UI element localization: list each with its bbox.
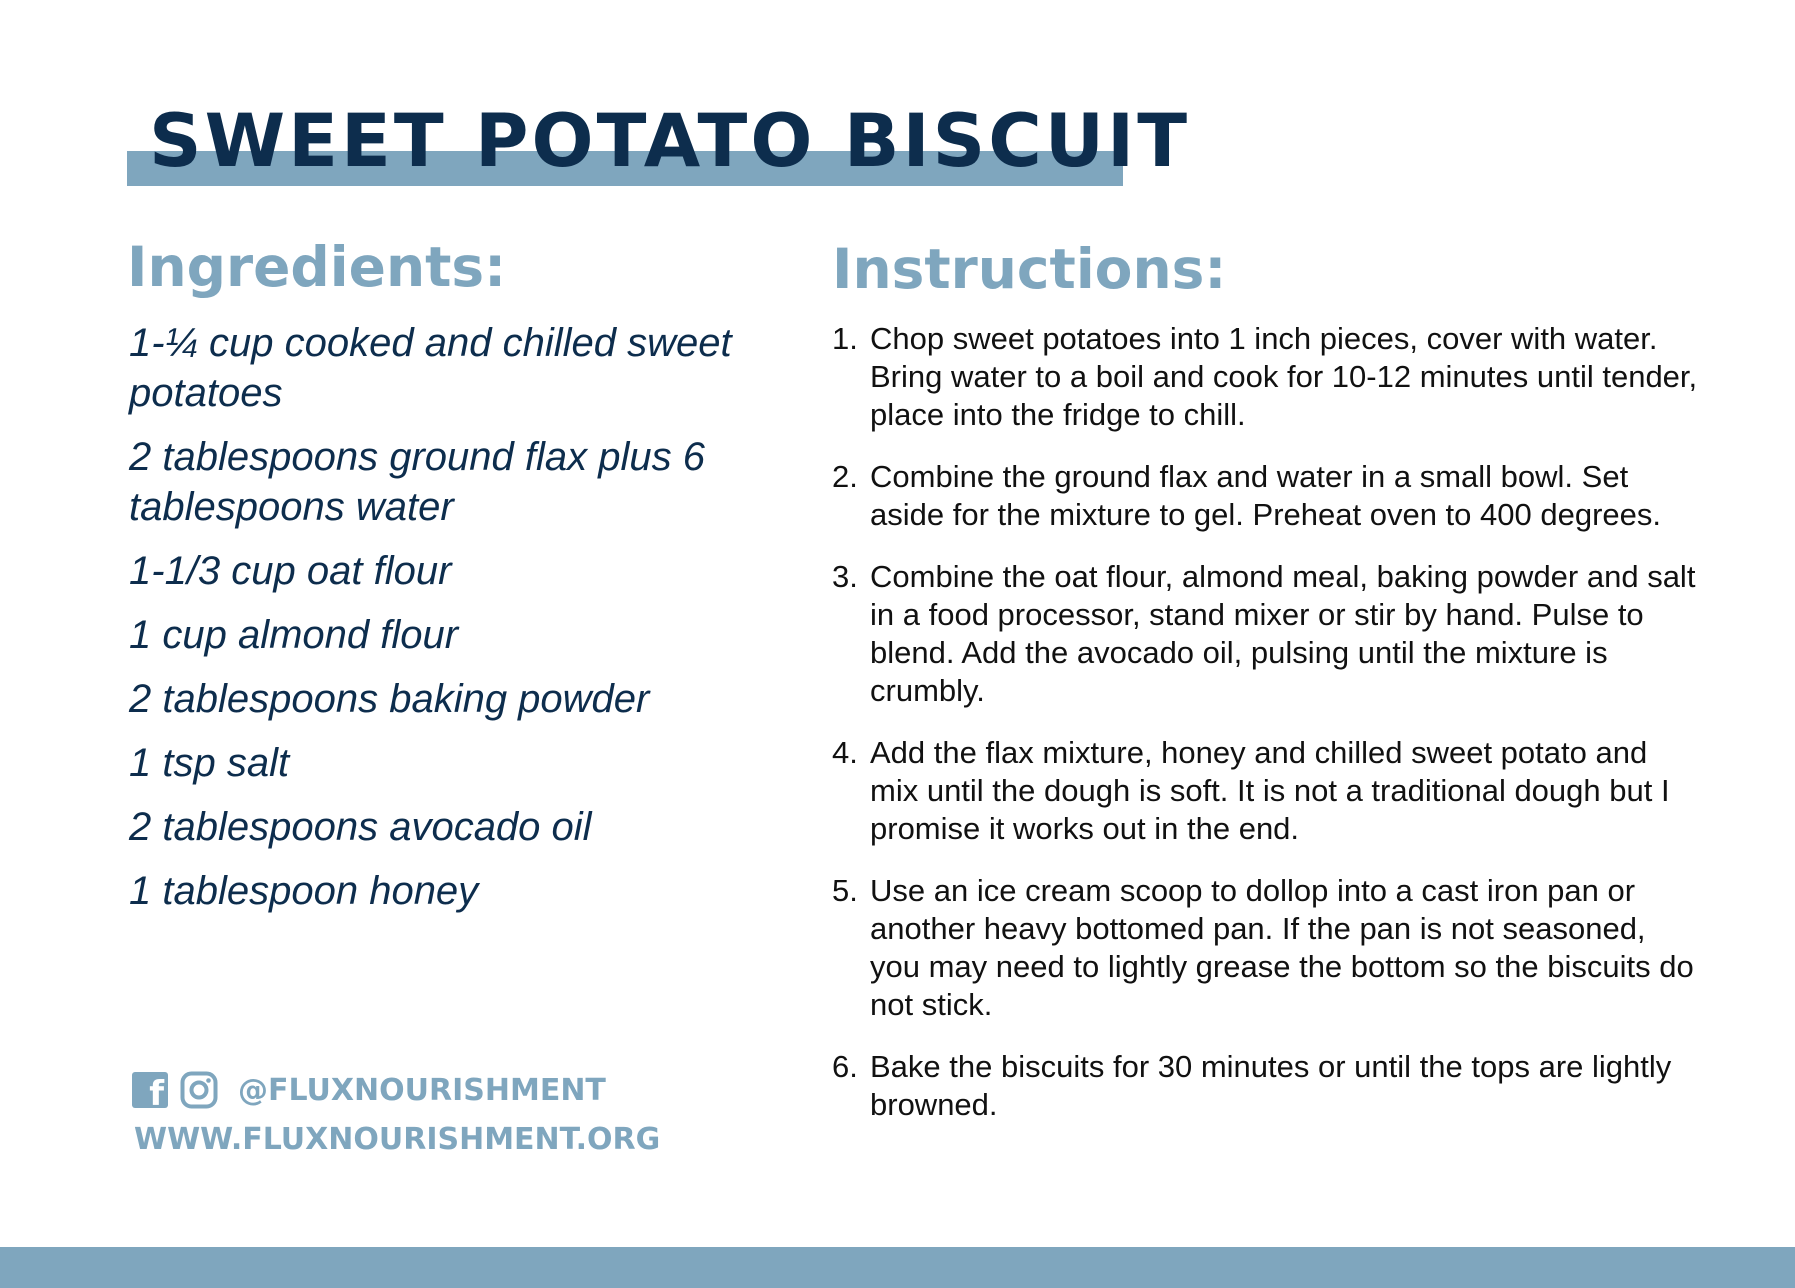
ingredient-item: 1 tablespoon honey [129,869,479,913]
step-number: 2. [832,459,858,494]
instruction-step [832,872,1702,1024]
step-text: Chop sweet potatoes into 1 inch pieces, cover with water. Bring water to a boil and cook for 10-12 minutes until tender, place into the fridge to chill. [870,321,1698,432]
ingredient-item: 1-¼ cup cooked and chilled sweet potatoes [129,321,732,415]
step-text: Add the flax mixture, honey and chilled sweet potato and mix until the dough is soft. It is not a traditional dough but I promise it works out in the end. [870,735,1670,846]
step-text: Combine the oat flour, almond meal, baking powder and salt in a food processor, stand mixer or stir by hand. Pulse to blend. Add the avocado oil, pulsing until the mixture is crumbly. [870,559,1696,708]
instructions-heading: Instructions: [832,237,1227,301]
instructions-list [832,320,1702,1148]
instruction-step [832,734,1702,848]
step-number: 6. [832,1049,858,1084]
ingredient-item: 2 tablespoons ground flax plus 6 tablespoons water [129,435,705,529]
website-link[interactable]: WWW.FLUXNOURISHMENT.ORG [134,1122,661,1157]
step-text: Bake the biscuits for 30 minutes or until the tops are lightly browned. [870,1049,1672,1122]
instagram-icon[interactable] [180,1071,218,1109]
social-handle[interactable]: @FLUXNOURISHMENT [238,1072,606,1108]
footer-bar [0,1247,1795,1288]
recipe-title: SWEET POTATO BISCUIT [149,99,1191,184]
ingredients-heading: Ingredients: [127,235,507,299]
instruction-step [832,458,1702,534]
instruction-step [832,558,1702,710]
instruction-step [832,320,1702,434]
ingredient-item: 1-1/3 cup oat flour [129,549,452,593]
step-text: Use an ice cream scoop to dollop into a cast iron pan or another heavy bottomed pan. If the pan is not seasoned, you may need to lightly grease the bottom so the biscuits do not stick. [870,873,1694,1022]
ingredient-item: 2 tablespoons baking powder [129,677,650,721]
step-number: 1. [832,321,858,356]
social-row [132,1070,606,1114]
ingredient-item: 1 cup almond flour [129,613,459,657]
facebook-icon[interactable]: f [132,1072,168,1108]
step-number: 4. [832,735,858,770]
ingredient-item: 2 tablespoons avocado oil [129,805,592,849]
ingredients-list [129,318,779,930]
instruction-step [832,1048,1702,1124]
step-text: Combine the ground flax and water in a small bowl. Set aside for the mixture to gel. Preheat oven to 400 degrees. [870,459,1661,532]
step-number: 3. [832,559,858,594]
ingredient-item: 1 tsp salt [129,741,290,785]
title-block [127,98,1191,190]
step-number: 5. [832,873,858,908]
